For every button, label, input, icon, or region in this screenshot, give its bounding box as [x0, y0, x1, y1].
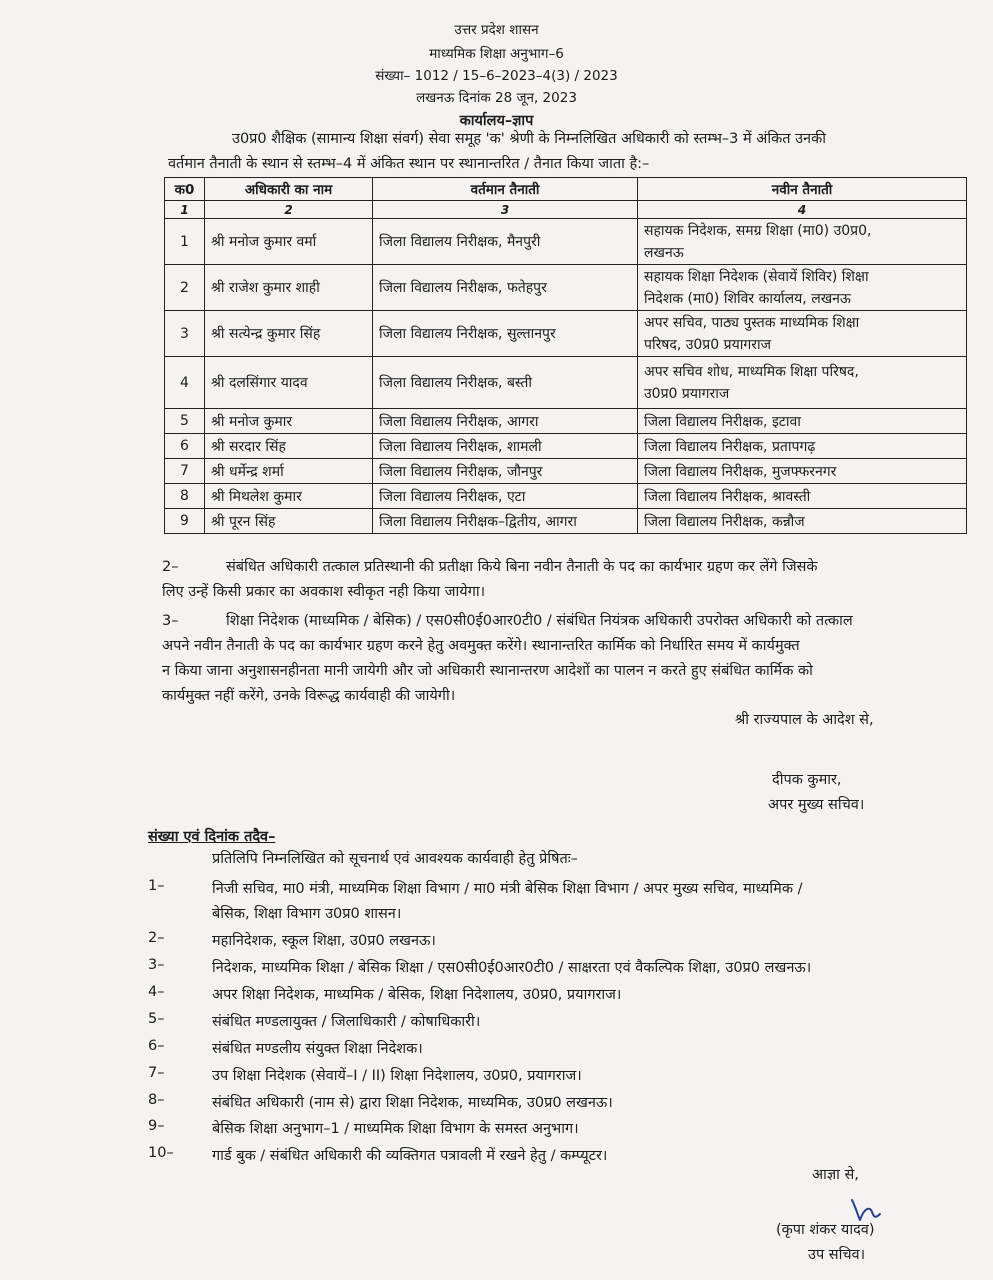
copy-item-text: संबंधित मण्डलीय संयुक्त शिक्षा निदेशक। — [212, 1041, 423, 1057]
col-header-sn: क0 — [165, 178, 205, 201]
row-new: जिला विद्यालय निरीक्षक, श्रावस्ती — [638, 484, 967, 509]
row-sn: 2 — [165, 265, 205, 311]
row-name: श्री पूरन सिंह — [205, 509, 373, 534]
signatory-2-designation: उप सचिव। — [808, 1247, 866, 1263]
col-number: 2 — [205, 201, 373, 219]
col-header-new: नवीन तैनाती — [638, 178, 967, 201]
copy-item-text-cont: बेसिक, शिक्षा विभाग उ0प्र0 शासन। — [212, 906, 402, 922]
row-new-line-2: निदेशक (मा0) शिविर कार्यालय, लखनऊ — [644, 290, 851, 307]
col-number: 1 — [165, 201, 205, 219]
row-name: श्री दलसिंगार यादव — [205, 357, 373, 409]
table-row — [165, 409, 967, 434]
row-name: श्री राजेश कुमार शाही — [205, 265, 373, 311]
intro-line-2: वर्तमान तैनाती के स्थान से स्तम्भ–4 में अंकित स्थान पर स्थानान्तरित / तैनात किया जाता है:– — [168, 156, 650, 172]
row-new — [638, 265, 967, 311]
row-name: श्री मिथलेश कुमार — [205, 484, 373, 509]
copy-item-number: 6– — [148, 1038, 165, 1054]
row-current: जिला विद्यालय निरीक्षक–द्वितीय, आगरा — [373, 509, 638, 534]
row-sn: 5 — [165, 409, 205, 434]
row-new-line-2: लखनऊ — [644, 244, 684, 261]
row-current: जिला विद्यालय निरीक्षक, सुल्तानपुर — [373, 311, 638, 357]
row-sn: 9 — [165, 509, 205, 534]
copy-item-number: 10– — [148, 1145, 174, 1161]
col-number: 3 — [373, 201, 638, 219]
table-header-row — [165, 178, 967, 201]
copy-item-number: 2– — [148, 930, 165, 946]
copy-item-text: उप शिक्षा निदेशक (सेवायें–I / II) शिक्षा निदेशालय, उ0प्र0, प्रयागराज। — [212, 1068, 582, 1084]
row-name: श्री सत्येन्द्र कुमार सिंह — [205, 311, 373, 357]
para-3-number: 3– — [162, 613, 179, 629]
row-current: जिला विद्यालय निरीक्षक, शामली — [373, 434, 638, 459]
copy-item-text: अपर शिक्षा निदेशक, माध्यमिक / बेसिक, शिक्षा निदेशालय, उ0प्र0, प्रयागराज। — [212, 987, 622, 1003]
row-new-line-1: अपर सचिव, पाठ्य पुस्तक माध्यमिक शिक्षा — [644, 314, 860, 331]
row-new: जिला विद्यालय निरीक्षक, कन्नौज — [638, 509, 967, 534]
signatory-1-designation: अपर मुख्य सचिव। — [768, 797, 865, 813]
copy-item-text: निजी सचिव, मा0 मंत्री, माध्यमिक शिक्षा विभाग / मा0 मंत्री बेसिक शिक्षा विभाग / अपर मुख्य सचिव, माध्यमिक / — [212, 881, 803, 897]
row-new — [638, 311, 967, 357]
copy-item-text: महानिदेशक, स्कूल शिक्षा, उ0प्र0 लखनऊ। — [212, 933, 436, 949]
signatory-1-name: दीपक कुमार, — [772, 772, 842, 788]
table-row — [165, 459, 967, 484]
row-current: जिला विद्यालय निरीक्षक, आगरा — [373, 409, 638, 434]
table-column-number-row — [165, 201, 967, 219]
row-name: श्री मनोज कुमार — [205, 409, 373, 434]
row-name: श्री मनोज कुमार वर्मा — [205, 219, 373, 265]
row-new — [638, 219, 967, 265]
order-by-governor: श्री राज्यपाल के आदेश से, — [735, 712, 874, 728]
col-header-name: अधिकारी का नाम — [205, 178, 373, 201]
page-title: कार्यालय–ज्ञाप — [459, 113, 534, 129]
row-new-line-1: सहायक निदेशक, समग्र शिक्षा (मा0) उ0प्र0, — [644, 222, 872, 239]
table-row — [165, 357, 967, 409]
row-new: जिला विद्यालय निरीक्षक, प्रतापगढ़ — [638, 434, 967, 459]
intro-line-1: उ0प्र0 शैक्षिक (सामान्य शिक्षा संवर्ग) सेवा समूह 'क' श्रेणी के निम्नलिखित अधिकारी को स्तम्भ–3 में अंकित उनकी — [232, 131, 826, 147]
para-3-line-2: अपने नवीन तैनाती के पद का कार्यभार ग्रहण करने हेतु अवमुक्त करेंगे। स्थानान्तरित कार्मिक को निर्धारित समय में कार्यमुक्त — [162, 638, 800, 654]
row-current: जिला विद्यालय निरीक्षक, जौनपुर — [373, 459, 638, 484]
row-current: जिला विद्यालय निरीक्षक, बस्ती — [373, 357, 638, 409]
row-current: जिला विद्यालय निरीक्षक, एटा — [373, 484, 638, 509]
section-name: माध्यमिक शिक्षा अनुभाग–6 — [429, 46, 564, 62]
para-2-number: 2– — [162, 559, 179, 575]
copy-item-text: संबंधित अधिकारी (नाम से) द्वारा शिक्षा निदेशक, माध्यमिक, उ0प्र0 लखनऊ। — [212, 1095, 613, 1111]
row-sn: 8 — [165, 484, 205, 509]
row-sn: 4 — [165, 357, 205, 409]
government-name: उत्तर प्रदेश शासन — [454, 22, 539, 38]
order-by-authority: आज्ञा से, — [812, 1167, 859, 1183]
row-new-line-2: उ0प्र0 प्रयागराज — [644, 385, 730, 402]
row-new-line-1: अपर सचिव शोध, माध्यमिक शिक्षा परिषद, — [644, 363, 859, 380]
table-row — [165, 219, 967, 265]
row-sn: 6 — [165, 434, 205, 459]
place-date: लखनऊ दिनांक 28 जून, 2023 — [416, 90, 577, 106]
para-3-line-4: कार्यमुक्त नहीं करेंगे, उनके विरूद्ध कार्यवाही की जायेगी। — [162, 688, 456, 704]
para-2-line-1: संबंधित अधिकारी तत्काल प्रतिस्थानी की प्रतीक्षा किये बिना नवीन तैनाती के पद का कार्यभार ग्रहण कर लेंगे जिसके — [226, 559, 818, 575]
table-row — [165, 484, 967, 509]
row-sn: 7 — [165, 459, 205, 484]
copy-item-number: 3– — [148, 957, 165, 973]
table-row — [165, 265, 967, 311]
copy-item-text: गार्ड बुक / संबंधित अधिकारी की व्यक्तिगत पत्रावली में रखने हेतु / कम्प्यूटर। — [212, 1148, 608, 1164]
transfer-table — [164, 177, 967, 534]
letter-number: संख्या– 1012 / 15–6–2023–4(3) / 2023 — [375, 68, 618, 84]
para-3-line-1: शिक्षा निदेशक (माध्यमिक / बेसिक) / एस0सी0ई0आर0टी0 / संबंधित नियंत्रक अधिकारी उपरोक्त अधिकारी को तत्काल — [226, 613, 853, 629]
table-row — [165, 509, 967, 534]
copy-item-number: 7– — [148, 1065, 165, 1081]
row-new-line-2: परिषद, उ0प्र0 प्रयागराज — [644, 336, 771, 353]
copy-item-number: 5– — [148, 1011, 165, 1027]
col-number: 4 — [638, 201, 967, 219]
table-row — [165, 434, 967, 459]
row-sn: 1 — [165, 219, 205, 265]
row-new: जिला विद्यालय निरीक्षक, मुजफ्फरनगर — [638, 459, 967, 484]
para-3-line-3: न किया जाना अनुशासनहीनता मानी जायेगी और जो अधिकारी स्थानान्तरण आदेशों का पालन न करते हुए संबंधित कार्मिक को — [162, 663, 813, 679]
copy-item-text: निदेशक, माध्यमिक शिक्षा / बेसिक शिक्षा / एस0सी0ई0आर0टी0 / साक्षरता एवं वैकल्पिक शिक्षा, उ0प्र0 लखनऊ। — [212, 960, 812, 976]
col-header-current: वर्तमान तैनाती — [373, 178, 638, 201]
row-new-line-1: सहायक शिक्षा निदेशक (सेवायें शिविर) शिक्षा — [644, 268, 869, 285]
row-name: श्री धर्मेन्द्र शर्मा — [205, 459, 373, 484]
copy-item-number: 8– — [148, 1092, 165, 1108]
copy-item-text: बेसिक शिक्षा अनुभाग–1 / माध्यमिक शिक्षा विभाग के समस्त अनुभाग। — [212, 1121, 579, 1137]
copy-heading: संख्या एवं दिनांक तदैव– — [148, 829, 276, 845]
signatory-2-name: (कृपा शंकर यादव) — [776, 1222, 875, 1238]
copy-item-number: 9– — [148, 1118, 165, 1134]
copy-item-text: संबंधित मण्डलायुक्त / जिलाधिकारी / कोषाधिकारी। — [212, 1014, 481, 1030]
row-new: जिला विद्यालय निरीक्षक, इटावा — [638, 409, 967, 434]
copy-item-number: 1– — [148, 878, 165, 894]
row-new — [638, 357, 967, 409]
para-2-line-2: लिए उन्हें किसी प्रकार का अवकाश स्वीकृत नही किया जायेगा। — [162, 584, 486, 600]
copy-item-number: 4– — [148, 984, 165, 1000]
copy-intro: प्रतिलिपि निम्नलिखित को सूचनार्थ एवं आवश्यक कार्यवाही हेतु प्रेषितः– — [212, 851, 578, 867]
row-current: जिला विद्यालय निरीक्षक, फतेहपुर — [373, 265, 638, 311]
row-current: जिला विद्यालय निरीक्षक, मैनपुरी — [373, 219, 638, 265]
table-row — [165, 311, 967, 357]
row-sn: 3 — [165, 311, 205, 357]
row-name: श्री सरदार सिंह — [205, 434, 373, 459]
